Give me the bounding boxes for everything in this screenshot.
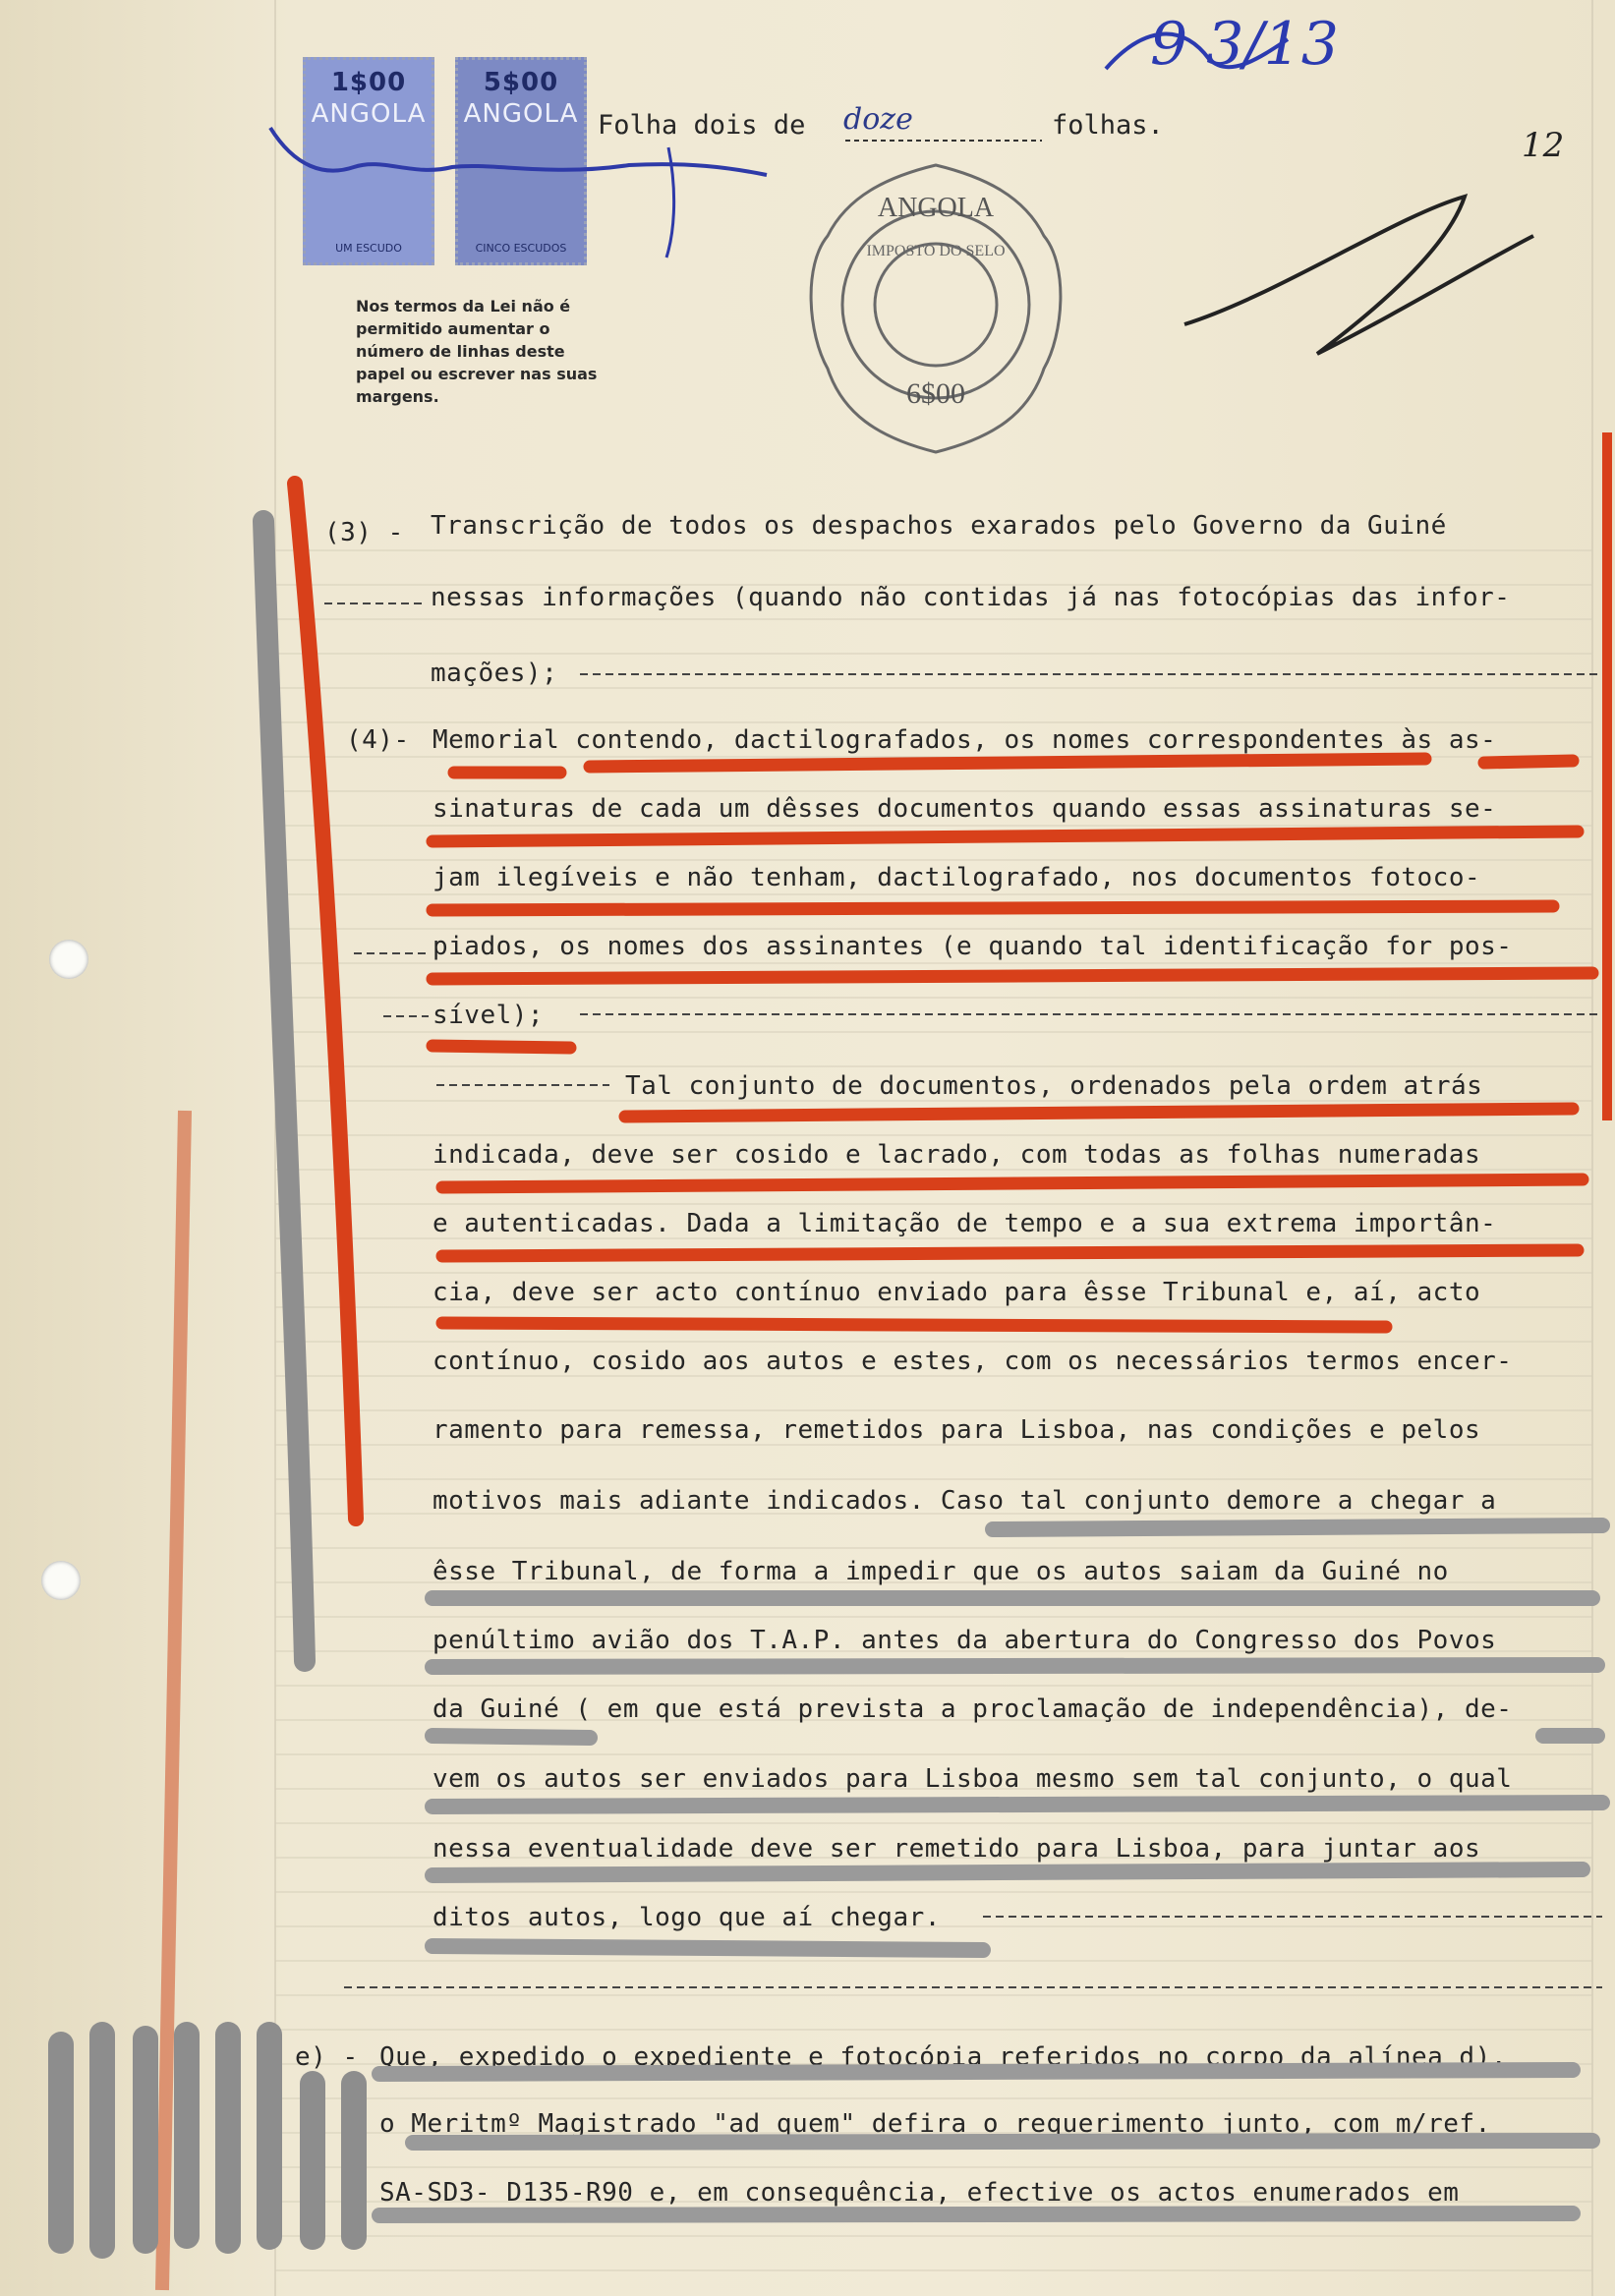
text-line: ditos autos, logo que aí chegar. [433,1903,941,1932]
text-line: cia, deve ser acto contínuo enviado para êsse Tribunal e, aí, acto [433,1278,1481,1307]
text-line: sinaturas de cada um dêsses documentos quando essas assinaturas se- [433,794,1497,824]
text-line: contínuo, cosido aos autos e estes, com os necessários termos encer- [433,1347,1513,1376]
stamp-country: ANGOLA [311,99,427,129]
punch-hole [41,1561,81,1600]
text-line: sível); [433,1001,545,1030]
item-3-marker: (3) - [324,518,404,547]
stamp-country: ANGOLA [463,99,579,129]
text-line: Transcrição de todos os despachos exarados pelo Governo da Guiné [431,511,1447,541]
text-line: motivos mais adiante indicados. Caso tal conjunto demore a chegar a [433,1486,1497,1516]
stamp-text: UM ESCUDO [335,242,402,255]
text-line: Tal conjunto de documentos, ordenados pela ordem atrás [625,1071,1483,1101]
text-line: Que, expedido o expediente e fotocópia referidos no corpo da alínea d), [379,2042,1507,2072]
handwritten-folio: 9 3/13 [1150,10,1339,79]
text-line: da Guiné ( em que está prevista a proclamação de independência), de- [433,1694,1513,1724]
sheet-header-suffix: folhas. [1052,110,1164,141]
revenue-stamp [303,57,434,265]
seal-middle: IMPOSTO DO SELO [866,243,1006,259]
item-e-marker: e) - [295,2042,359,2072]
seal-value: 6$00 [906,377,965,410]
handwritten-number: 12 [1522,126,1565,165]
text-line: piados, os nomes dos assinantes (e quando tal identificação for pos- [433,932,1513,961]
paper-notice: Nos termos da Lei não é permitido aumentar o número de linhas deste papel ou escrever nas suas margens. [356,297,598,406]
sheet-header-prefix: Folha dois de [598,110,806,141]
revenue-stamp [455,57,587,265]
text-line: ramento para remessa, remetidos para Lisboa, nas condições e pelos [433,1415,1481,1445]
text-line: e autenticadas. Dada a limitação de tempo e a sua extrema importân- [433,1209,1497,1238]
text-line: jam ilegíveis e não tenham, dactilografado, nos documentos fotoco- [433,863,1481,892]
sheet-count-underline [845,138,1042,144]
sheet-count-handwritten: doze [843,102,913,137]
text-line: êsse Tribunal, de forma a impedir que os autos saiam da Guiné no [433,1557,1449,1586]
stamp-text: CINCO ESCUDOS [475,242,567,255]
text-line: vem os autos ser enviados para Lisboa mesmo sem tal conjunto, o qual [433,1764,1513,1794]
tax-seal [798,157,1073,462]
seal-top: ANGOLA [877,193,995,223]
item-4-marker: (4)- [346,725,410,755]
text-line: mações); [431,659,558,688]
punch-hole [49,940,88,979]
text-line: nessas informações (quando não contidas já nas fotocópias das infor- [431,583,1511,612]
stamp-value: 5$00 [483,68,559,97]
text-line: penúltimo avião dos T.A.P. antes da abertura do Congresso dos Povos [433,1626,1497,1655]
stamp-value: 1$00 [330,68,407,97]
text-line: Memorial contendo, dactilografados, os nomes correspondentes às as- [433,725,1497,755]
text-line: SA-SD3- D135-R90 e, em consequência, efective os actos enumerados em [379,2178,1460,2208]
text-line: nessa eventualidade deve ser remetido para Lisboa, para juntar aos [433,1834,1481,1864]
text-line: indicada, deve ser cosido e lacrado, com todas as folhas numeradas [433,1140,1481,1170]
text-line: o Meritmº Magistrado "ad quem" defira o requerimento junto, com m/ref. [379,2109,1491,2139]
